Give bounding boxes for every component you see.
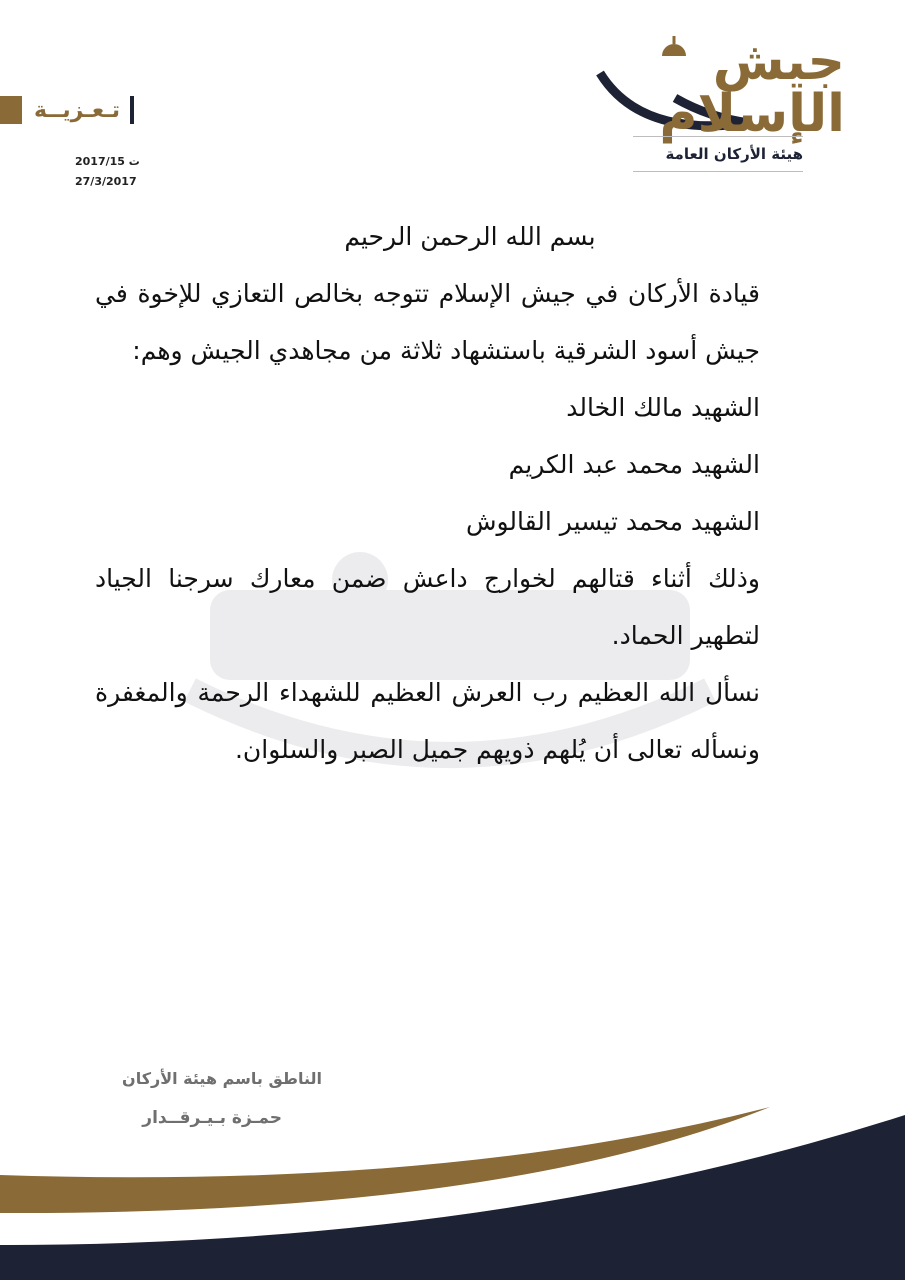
spokesman-title: الناطق باسم هيئة الأركان <box>122 1069 322 1088</box>
tag-divider <box>130 96 134 124</box>
statement-body <box>95 208 760 778</box>
context-paragraph: وذلك أثناء قتالهم لخوارج داعش ضمن معارك سرجنا الجياد لتطهير الحماد. <box>95 564 760 650</box>
reference-block <box>75 152 145 192</box>
document-type-label: تـعـزيــة <box>34 97 121 123</box>
reference-number: ت 2017/15 <box>75 155 140 168</box>
logo-wordmark: جيش الإسلام <box>659 32 845 144</box>
footer-decoration <box>0 1095 905 1280</box>
document-date: 27/3/2017 <box>75 175 137 188</box>
spokesman-name: حمـزة بـيـرقــدار <box>142 1108 282 1128</box>
intro-paragraph: قيادة الأركان في جيش الإسلام تتوجه بخالص التعازي للإخوة في جيش أسود الشرقية باستشهاد ثلاثة من مجاهدي الجيش وهم: <box>95 279 760 365</box>
martyr-name: الشهيد محمد تيسير القالوش <box>465 507 760 536</box>
prayer-paragraph: نسأل الله العظيم رب العرش العظيم للشهداء الرحمة والمغفرة ونسأله تعالى أن يُلهم ذويهم جميل الصبر والسلوان. <box>95 678 760 764</box>
general-staff-label: هيئة الأركان العامة <box>633 136 803 172</box>
basmala: بسم الله الرحمن الرحيم <box>344 222 596 251</box>
army-logo <box>580 18 845 144</box>
document-type-tag <box>0 96 134 124</box>
martyr-name: الشهيد محمد عبد الكريم <box>508 450 760 479</box>
martyr-name: الشهيد مالك الخالد <box>566 393 760 422</box>
tag-accent-bar <box>0 96 22 124</box>
